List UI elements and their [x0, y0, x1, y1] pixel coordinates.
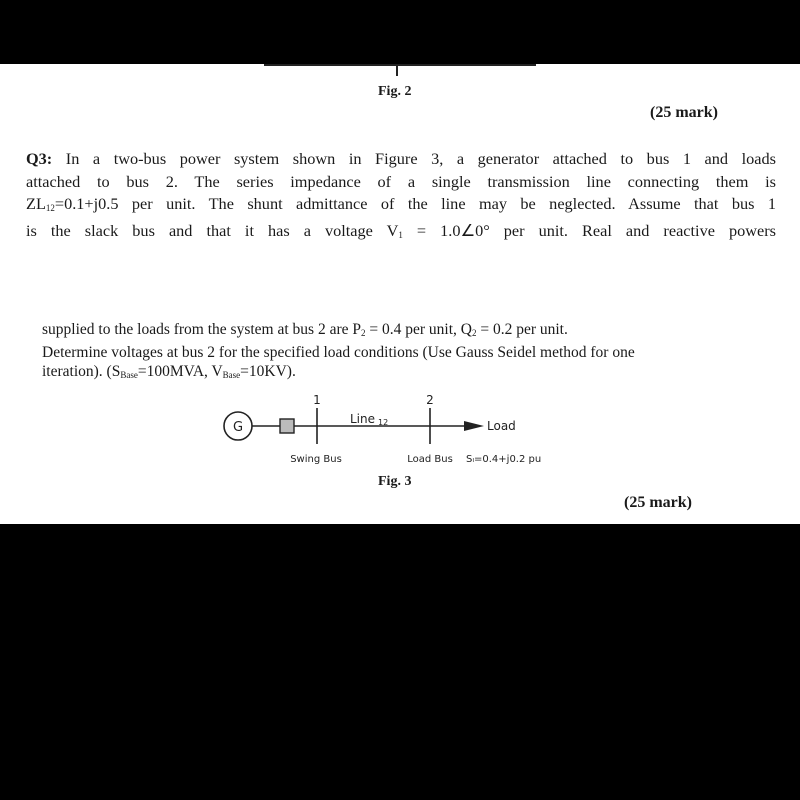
question-line-4: is the slack bus and that it has a voltage $V_1$ = 1.0∠0° per unit. Real and reactive powers [26, 220, 776, 240]
question-line-3: $ZL_{12}=0.1+j0.5$ per unit. The shunt admittance of the line may be neglected. Assume that bus 1 [26, 194, 776, 213]
bus-1-number: 1 [313, 393, 321, 407]
document-page [0, 64, 800, 524]
continued-line-2: Determine voltages at bus 2 for the specified load conditions (Use Gauss Seidel method for one [42, 344, 635, 361]
fig2-diagram-edge [264, 64, 536, 66]
fig2-diagram-tick [396, 64, 398, 76]
two-bus-diagram [200, 384, 600, 474]
question-label: Q3: [26, 149, 53, 168]
fig3-caption: Fig. 3 [378, 474, 412, 489]
continued-line-1: supplied to the loads from the system at bus 2 are $P_2 = 0.4$ per unit, $Q_2 = 0.2$ per unit. [42, 321, 568, 338]
bus-2-number: 2 [426, 393, 434, 407]
load-label: Load [487, 419, 516, 433]
fig2-caption: Fig. 2 [378, 84, 412, 99]
question-line-2: attached to bus 2. The series impedance of a single transmission line connecting them is [26, 171, 776, 191]
question-line-1: Q3: In a two-bus power system shown in Figure 3, a generator attached to bus 1 and loads [26, 149, 776, 168]
swing-bus-label: Swing Bus [290, 454, 342, 465]
load-arrow-icon [464, 421, 484, 431]
question-paragraph [26, 148, 776, 246]
breaker-symbol [280, 419, 294, 433]
line-label: Line 12 [350, 412, 389, 427]
continued-line-3: iteration). ($S_{Base}=100MVA$, $V_{Base}=10KV$). [42, 363, 296, 380]
marks-label-bottom: (25 mark) [624, 494, 692, 511]
question-continued-paragraph [42, 320, 762, 385]
generator-label: G [232, 420, 244, 435]
load-bus-label: Load Bus [407, 454, 453, 465]
marks-label-top: (25 mark) [650, 104, 718, 121]
load-value-label: Sₗ=0.4+j0.2 pu [466, 454, 542, 465]
